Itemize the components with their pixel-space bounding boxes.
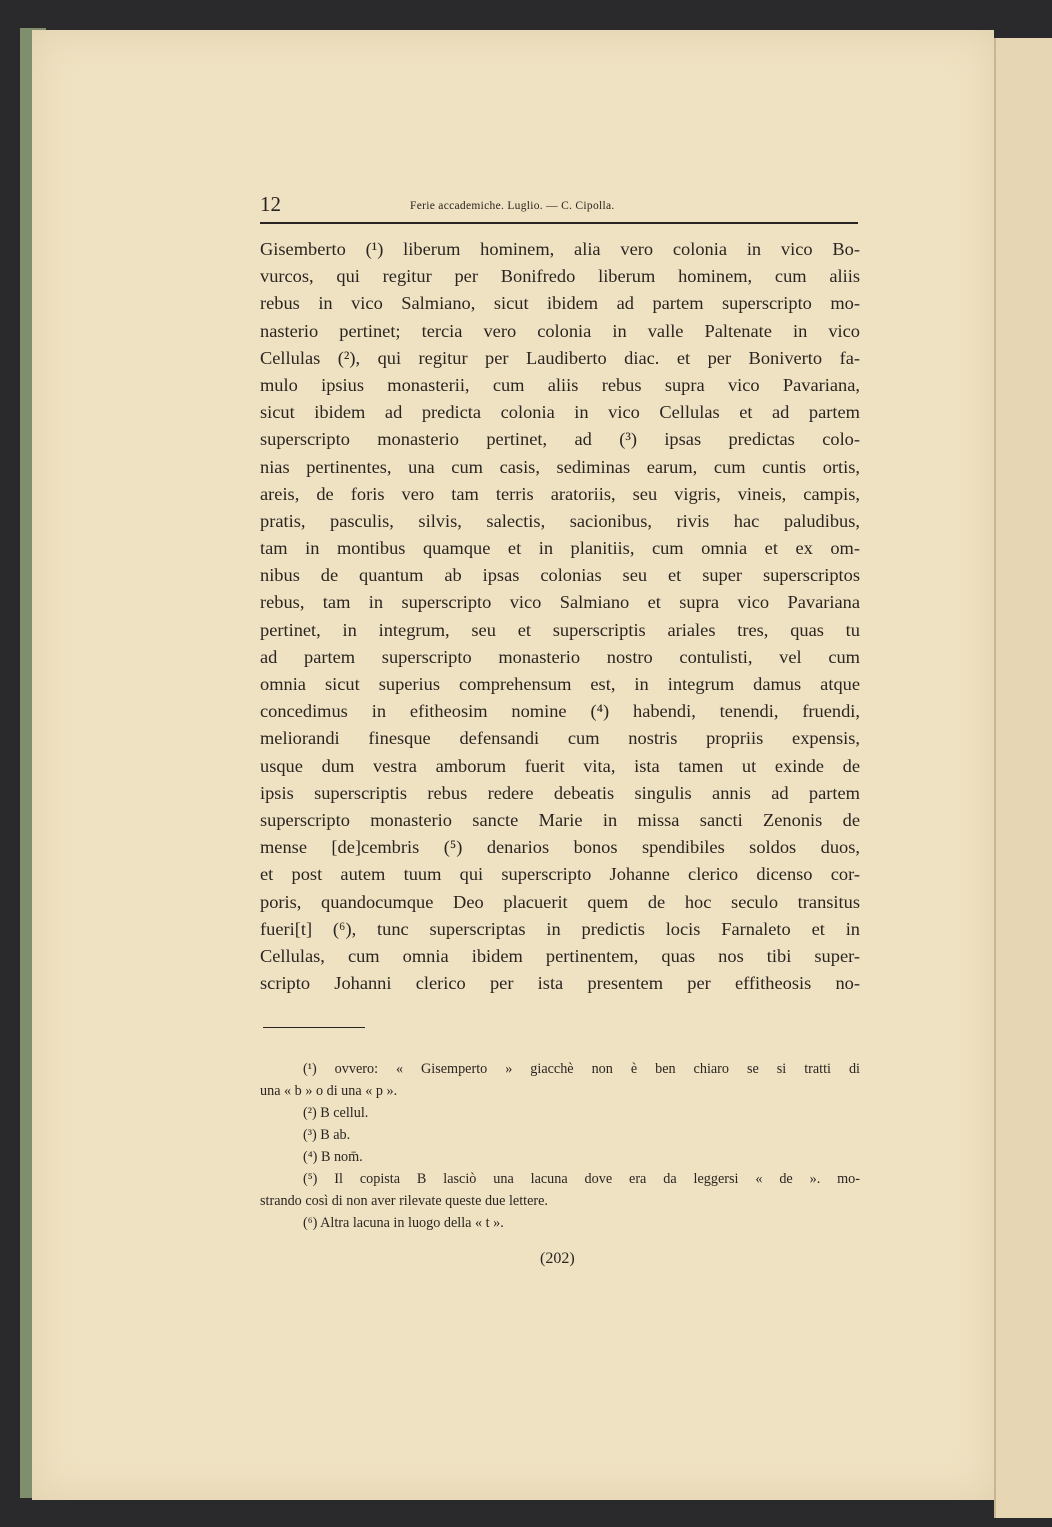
text-line: rebus, tam in superscripto vico Salmiano et supra vico Pavariana <box>260 592 860 613</box>
text-line: poris, quandocumque Deo placuerit quem de hoc seculo transitus <box>260 891 860 912</box>
text-line: Cellulas, cum omnia ibidem pertinentem, quas nos tibi super- <box>260 945 860 966</box>
footnote-line: (¹) ovvero: « Gisemperto » giacchè non è ben chiaro se si tratti di <box>303 1061 860 1077</box>
footnote-line: una « b » o di una « p ». <box>260 1083 398 1099</box>
text-line: superscripto monasterio pertinet, ad (³) ipsas predictas colo- <box>260 429 860 450</box>
facing-page-edge <box>994 38 1052 1518</box>
text-line: mense [de]cembris (⁵) denarios bonos spendibiles soldos duos, <box>260 837 860 858</box>
text-line: mulo ipsius monasterii, cum aliis rebus supra vico Pavariana, <box>260 374 860 395</box>
text-line: vurcos, qui regitur per Bonifredo liberum hominem, cum aliis <box>260 266 860 287</box>
text-line: areis, de foris vero tam terris aratoriis, seu vigris, vineis, campis, <box>260 483 860 504</box>
footnote-line: (³) B ab. <box>303 1127 351 1143</box>
page-header <box>260 192 858 224</box>
text-line: scripto Johanni clerico per ista presentem per effitheosis no- <box>260 973 860 994</box>
text-line: pratis, pasculis, silvis, salectis, sacionibus, rivis hac paludibus, <box>260 510 860 531</box>
page-number: 12 <box>260 192 281 216</box>
text-line: meliorandi finesque defensandi cum nostris propriis expensis, <box>260 728 860 749</box>
text-line: sicut ibidem ad predicta colonia in vico Cellulas et ad partem <box>260 402 860 423</box>
footnote-line: (²) B cellul. <box>303 1105 369 1121</box>
signature-number: (202) <box>540 1250 575 1267</box>
text-line: nibus de quantum ab ipsas colonias seu et super superscriptos <box>260 565 860 586</box>
text-line: concedimus in efitheosim nomine (⁴) habendi, tenendi, fruendi, <box>260 701 860 722</box>
text-line: fueri[t] (⁶), tunc superscriptas in predictis locis Farnaleto et in <box>260 918 860 939</box>
text-line: usque dum vestra amborum fuerit vita, ista tamen ut exinde de <box>260 755 860 776</box>
text-line: pertinet, in integrum, seu et superscriptis ariales tres, quas tu <box>260 619 860 640</box>
text-line: Gisemberto (¹) liberum hominem, alia vero colonia in vico Bo- <box>260 239 860 259</box>
running-title: Ferie accademiche. Luglio. — C. Cipolla. <box>410 200 615 212</box>
footnote-line: (⁴) B nom̄. <box>303 1149 363 1165</box>
text-line: superscripto monasterio sancte Marie in missa sancti Zenonis de <box>260 809 860 830</box>
text-line: rebus in vico Salmiano, sicut ibidem ad partem superscripto mo- <box>260 293 860 314</box>
footnotes <box>260 1058 860 1234</box>
footnote-line: (⁵) Il copista B lasciò una lacuna dove era da leggersi « de ». mo- <box>303 1171 860 1187</box>
text-line: nias pertinentes, una cum casis, sediminas earum, cum cuntis ortis, <box>260 456 860 477</box>
text-line: nasterio pertinet; tercia vero colonia in valle Paltenate in vico <box>260 320 860 341</box>
text-line: et post autem tuum qui superscripto Johanne clerico dicenso cor- <box>260 864 860 885</box>
text-line: ad partem superscripto monasterio nostro contulisti, vel cum <box>260 646 860 667</box>
body-text <box>260 236 860 997</box>
footnote-rule <box>263 1027 365 1028</box>
footnote-line: strando così di non aver rilevate queste due lettere. <box>260 1193 548 1209</box>
text-line: omnia sicut superius comprehensum est, in integrum damus atque <box>260 674 860 694</box>
text-line: tam in montibus quamque et in planitiis, cum omnia et ex om- <box>260 538 860 559</box>
text-line: ipsis superscriptis rebus redere debeatis singulis annis ad partem <box>260 782 860 803</box>
footnote-line: (⁶) Altra lacuna in luogo della « t ». <box>303 1215 504 1231</box>
text-line: Cellulas (²), qui regitur per Laudiberto diac. et per Boniverto fa- <box>260 347 860 368</box>
